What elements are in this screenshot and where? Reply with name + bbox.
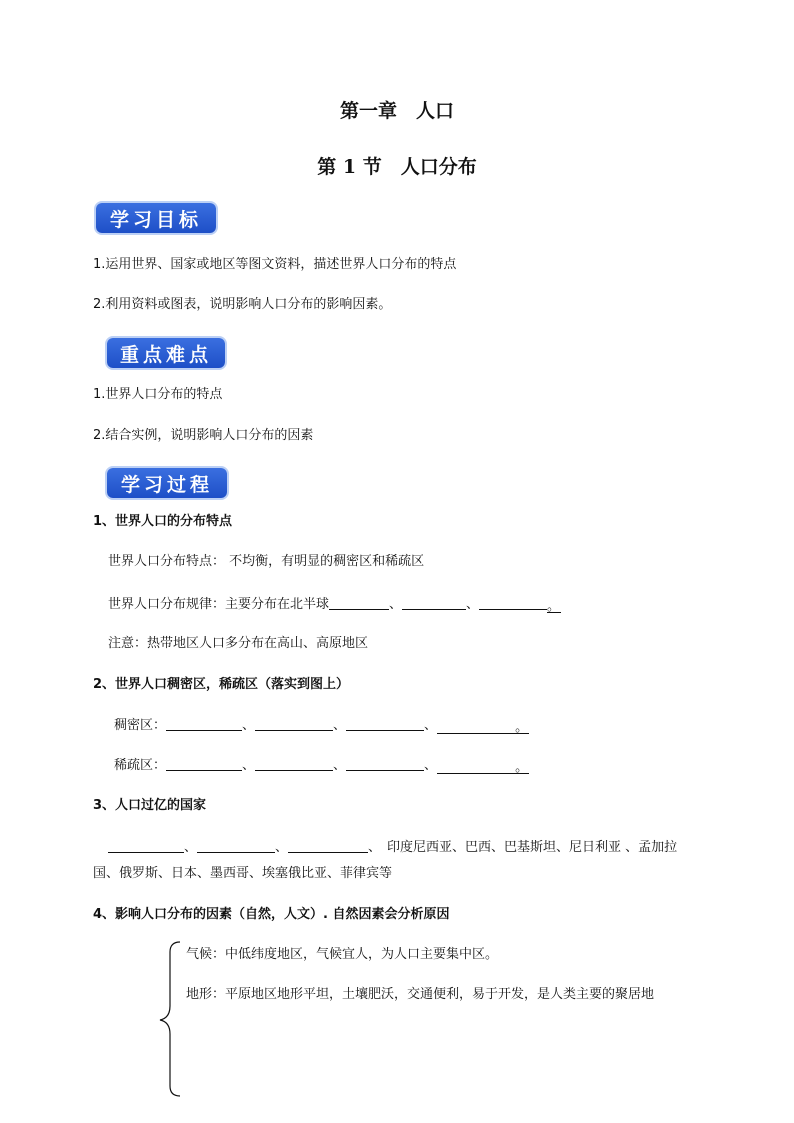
period: 。 [515, 720, 529, 735]
goal-1: 1.运用世界、国家或地区等图文资料，描述世界人口分布的特点 [93, 257, 457, 272]
factor-terrain: 地形：平原地区地形平坦，土壤肥沃，交通便利，易于开发，是人类主要的聚居地 [186, 987, 655, 1002]
answer-blank[interactable] [197, 838, 275, 853]
separator: 、 [333, 718, 347, 733]
populous-countries-line-1 [108, 838, 677, 857]
separator: 、 [424, 758, 438, 773]
keypoint-2: 2.结合实例，说明影响人口分布的因素 [93, 428, 314, 443]
section-title: 第 1 节 人口分布 [317, 156, 477, 178]
answer-blank[interactable] [255, 716, 333, 731]
separator: 、 [242, 758, 256, 773]
period: 。 [547, 599, 561, 614]
separator: 、 [242, 718, 256, 733]
separator: 、 [184, 840, 198, 855]
dense-area-row [114, 716, 529, 735]
learning-process-badge: 学习过程 [107, 468, 227, 498]
section-2-heading: 2、世界人口稠密区，稀疏区（落实到图上） [93, 677, 350, 692]
answer-blank[interactable] [166, 716, 242, 731]
populous-countries-line-2: 国、俄罗斯、日本、墨西哥、埃塞俄比亚、菲律宾等 [93, 866, 393, 881]
factor-climate: 气候：中低纬度地区，气候宜人，为人口主要集中区。 [186, 947, 499, 962]
separator: 、 [275, 840, 289, 855]
answer-blank[interactable] [437, 719, 529, 734]
learning-goals-badge: 学习目标 [96, 203, 216, 233]
population-feature: 世界人口分布特点： 不均衡，有明显的稠密区和稀疏区 [108, 554, 425, 569]
answer-blank[interactable] [437, 759, 529, 774]
chapter-title: 第一章 人口 [339, 100, 454, 122]
separator: 、 [389, 597, 403, 612]
sparse-area-label: 稀疏区： [114, 758, 167, 773]
population-rule [108, 595, 561, 614]
answer-blank[interactable] [166, 756, 242, 771]
keypoint-1: 1.世界人口分布的特点 [93, 387, 223, 402]
goal-2: 2.利用资料或图表，说明影响人口分布的影响因素。 [93, 297, 392, 312]
answer-blank[interactable] [329, 595, 389, 610]
population-rule-prefix: 世界人口分布规律：主要分布在北半球 [108, 597, 330, 612]
sparse-area-row [114, 756, 529, 775]
populous-countries-list: 印度尼西亚、巴西、巴基斯坦、尼日利亚 、孟加拉 [387, 840, 678, 855]
separator: 、 [466, 597, 480, 612]
answer-end [547, 598, 561, 613]
section-1-heading: 1、世界人口的分布特点 [93, 514, 233, 529]
separator: 、 [368, 840, 382, 855]
key-points-badge: 重点难点 [107, 338, 225, 368]
answer-blank[interactable] [346, 716, 424, 731]
dense-area-label: 稠密区： [114, 718, 167, 733]
population-note: 注意：热带地区人口多分布在高山、高原地区 [108, 636, 369, 651]
answer-blank[interactable] [346, 756, 424, 771]
section-3-heading: 3、人口过亿的国家 [93, 798, 207, 813]
answer-blank[interactable] [479, 595, 547, 610]
answer-blank[interactable] [402, 595, 466, 610]
section-4-heading: 4、影响人口分布的因素（自然，人文）. 自然因素会分析原因 [93, 907, 450, 922]
separator: 、 [424, 718, 438, 733]
period: 。 [515, 760, 529, 775]
answer-blank[interactable] [288, 838, 368, 853]
answer-blank[interactable] [255, 756, 333, 771]
separator: 、 [333, 758, 347, 773]
answer-blank[interactable] [108, 838, 184, 853]
brace-icon [154, 940, 184, 1098]
